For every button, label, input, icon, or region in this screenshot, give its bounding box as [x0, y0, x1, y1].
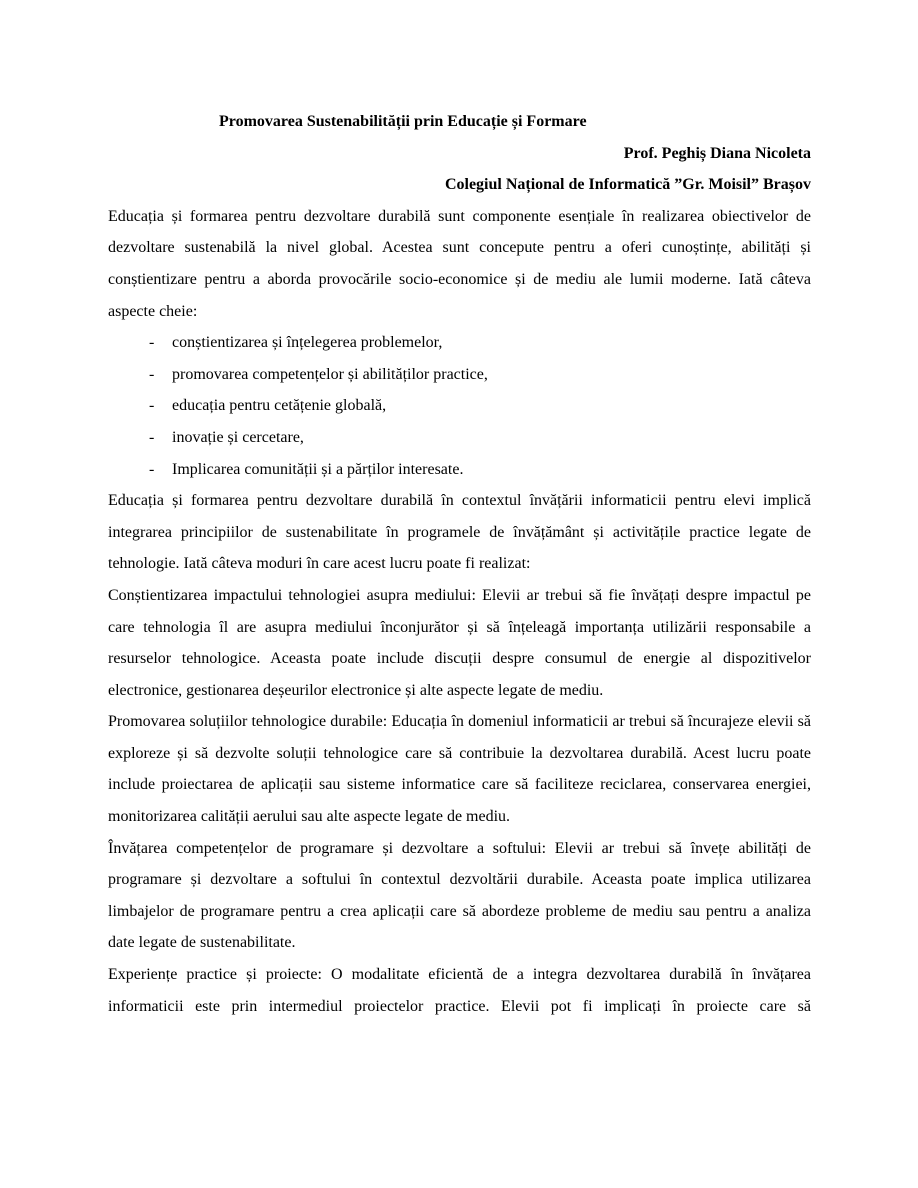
- list-item-text: educația pentru cetățenie globală,: [172, 397, 387, 415]
- bullet-dash: -: [149, 334, 155, 352]
- list-item: [108, 390, 811, 422]
- bullet-dash: -: [149, 365, 155, 383]
- author-name: Prof. Peghiș Diana Nicoleta: [623, 144, 811, 162]
- list-item-text: Implicarea comunității și a părților interesate.: [172, 460, 464, 478]
- list-item: [108, 422, 811, 454]
- intro-paragraph: Educația și formarea pentru dezvoltare durabilă sunt componente esențiale în realizarea obiectivelor de dezvoltare sustenabilă la nivel global. Acestea sunt concepute pentru a oferi cunoștințe, abilități și conștientizare pentru a aborda provocările socio-economice și de mediu ale lumii moderne. Iată câteva aspecte cheie:: [108, 207, 811, 320]
- bullet-dash: -: [149, 397, 155, 415]
- list-item-text: promovarea competențelor și abilităților practice,: [172, 365, 488, 383]
- bullet-dash: -: [149, 428, 155, 446]
- list-item: [108, 359, 811, 391]
- list-item-text: conștientizarea și înțelegerea problemelor,: [172, 334, 443, 352]
- context-paragraph: Educația și formarea pentru dezvoltare durabilă în contextul învățării informaticii pentru elevi implică integrarea principiilor de sustenabilitate în programele de învățământ și activitățile practice legate de tehnologie. Iată câteva moduri în care acest lucru poate fi realizat:: [108, 492, 811, 573]
- section-programming-skills: Învățarea competențelor de programare și dezvoltare a softului: Elevii ar trebui să învețe abilități de programare și dezvoltare a softului în contextul dezvoltării durabile. Aceasta poate implica utilizarea limbajelor de programare pentru a crea aplicații care să abordeze probleme de mediu sau pentru a analiza date legate de sustenabilitate.: [108, 839, 811, 952]
- institution-name: Colegiul Național de Informatică ”Gr. Moisil” Brașov: [444, 176, 811, 194]
- document-title: Promovarea Sustenabilității prin Educație și Formare: [219, 113, 587, 130]
- key-aspects-list: [108, 327, 811, 485]
- section-sustainable-solutions: Promovarea soluțiilor tehnologice durabile: Educația în domeniul informaticii ar trebui să încurajeze elevii să exploreze și să dezvolte soluții tehnologice care să contribuie la dezvoltarea durabilă. Acest lucru poate include proiectarea de aplicații sau sisteme informatice care să faciliteze reciclarea, conservarea energiei, monitorizarea calității aerului sau alte aspecte legate de mediu.: [108, 713, 811, 826]
- bullet-dash: -: [149, 460, 155, 478]
- document-page: [108, 106, 811, 1022]
- list-item: [108, 454, 811, 486]
- section-environmental-impact: Conștientizarea impactului tehnologiei asupra mediului: Elevii ar trebui să fie învățați despre impactul pe care tehnologia îl are asupra mediului înconjurător și să înțeleagă importanța utilizării responsabile a resurselor tehnologice. Aceasta poate include discuții despre consumul de energie al dispozitivelor electronice, gestionarea deșeurilor electronice și alte aspecte legate de mediu.: [108, 586, 811, 699]
- list-item-text: inovație și cercetare,: [172, 428, 304, 446]
- list-item: [108, 327, 811, 359]
- section-practical-projects: Experiențe practice și proiecte: O modalitate eficientă de a integra dezvoltarea durabilă în învățarea informaticii este prin intermediul proiectelor practice. Elevii pot fi implicați în proiecte care să: [108, 966, 811, 1015]
